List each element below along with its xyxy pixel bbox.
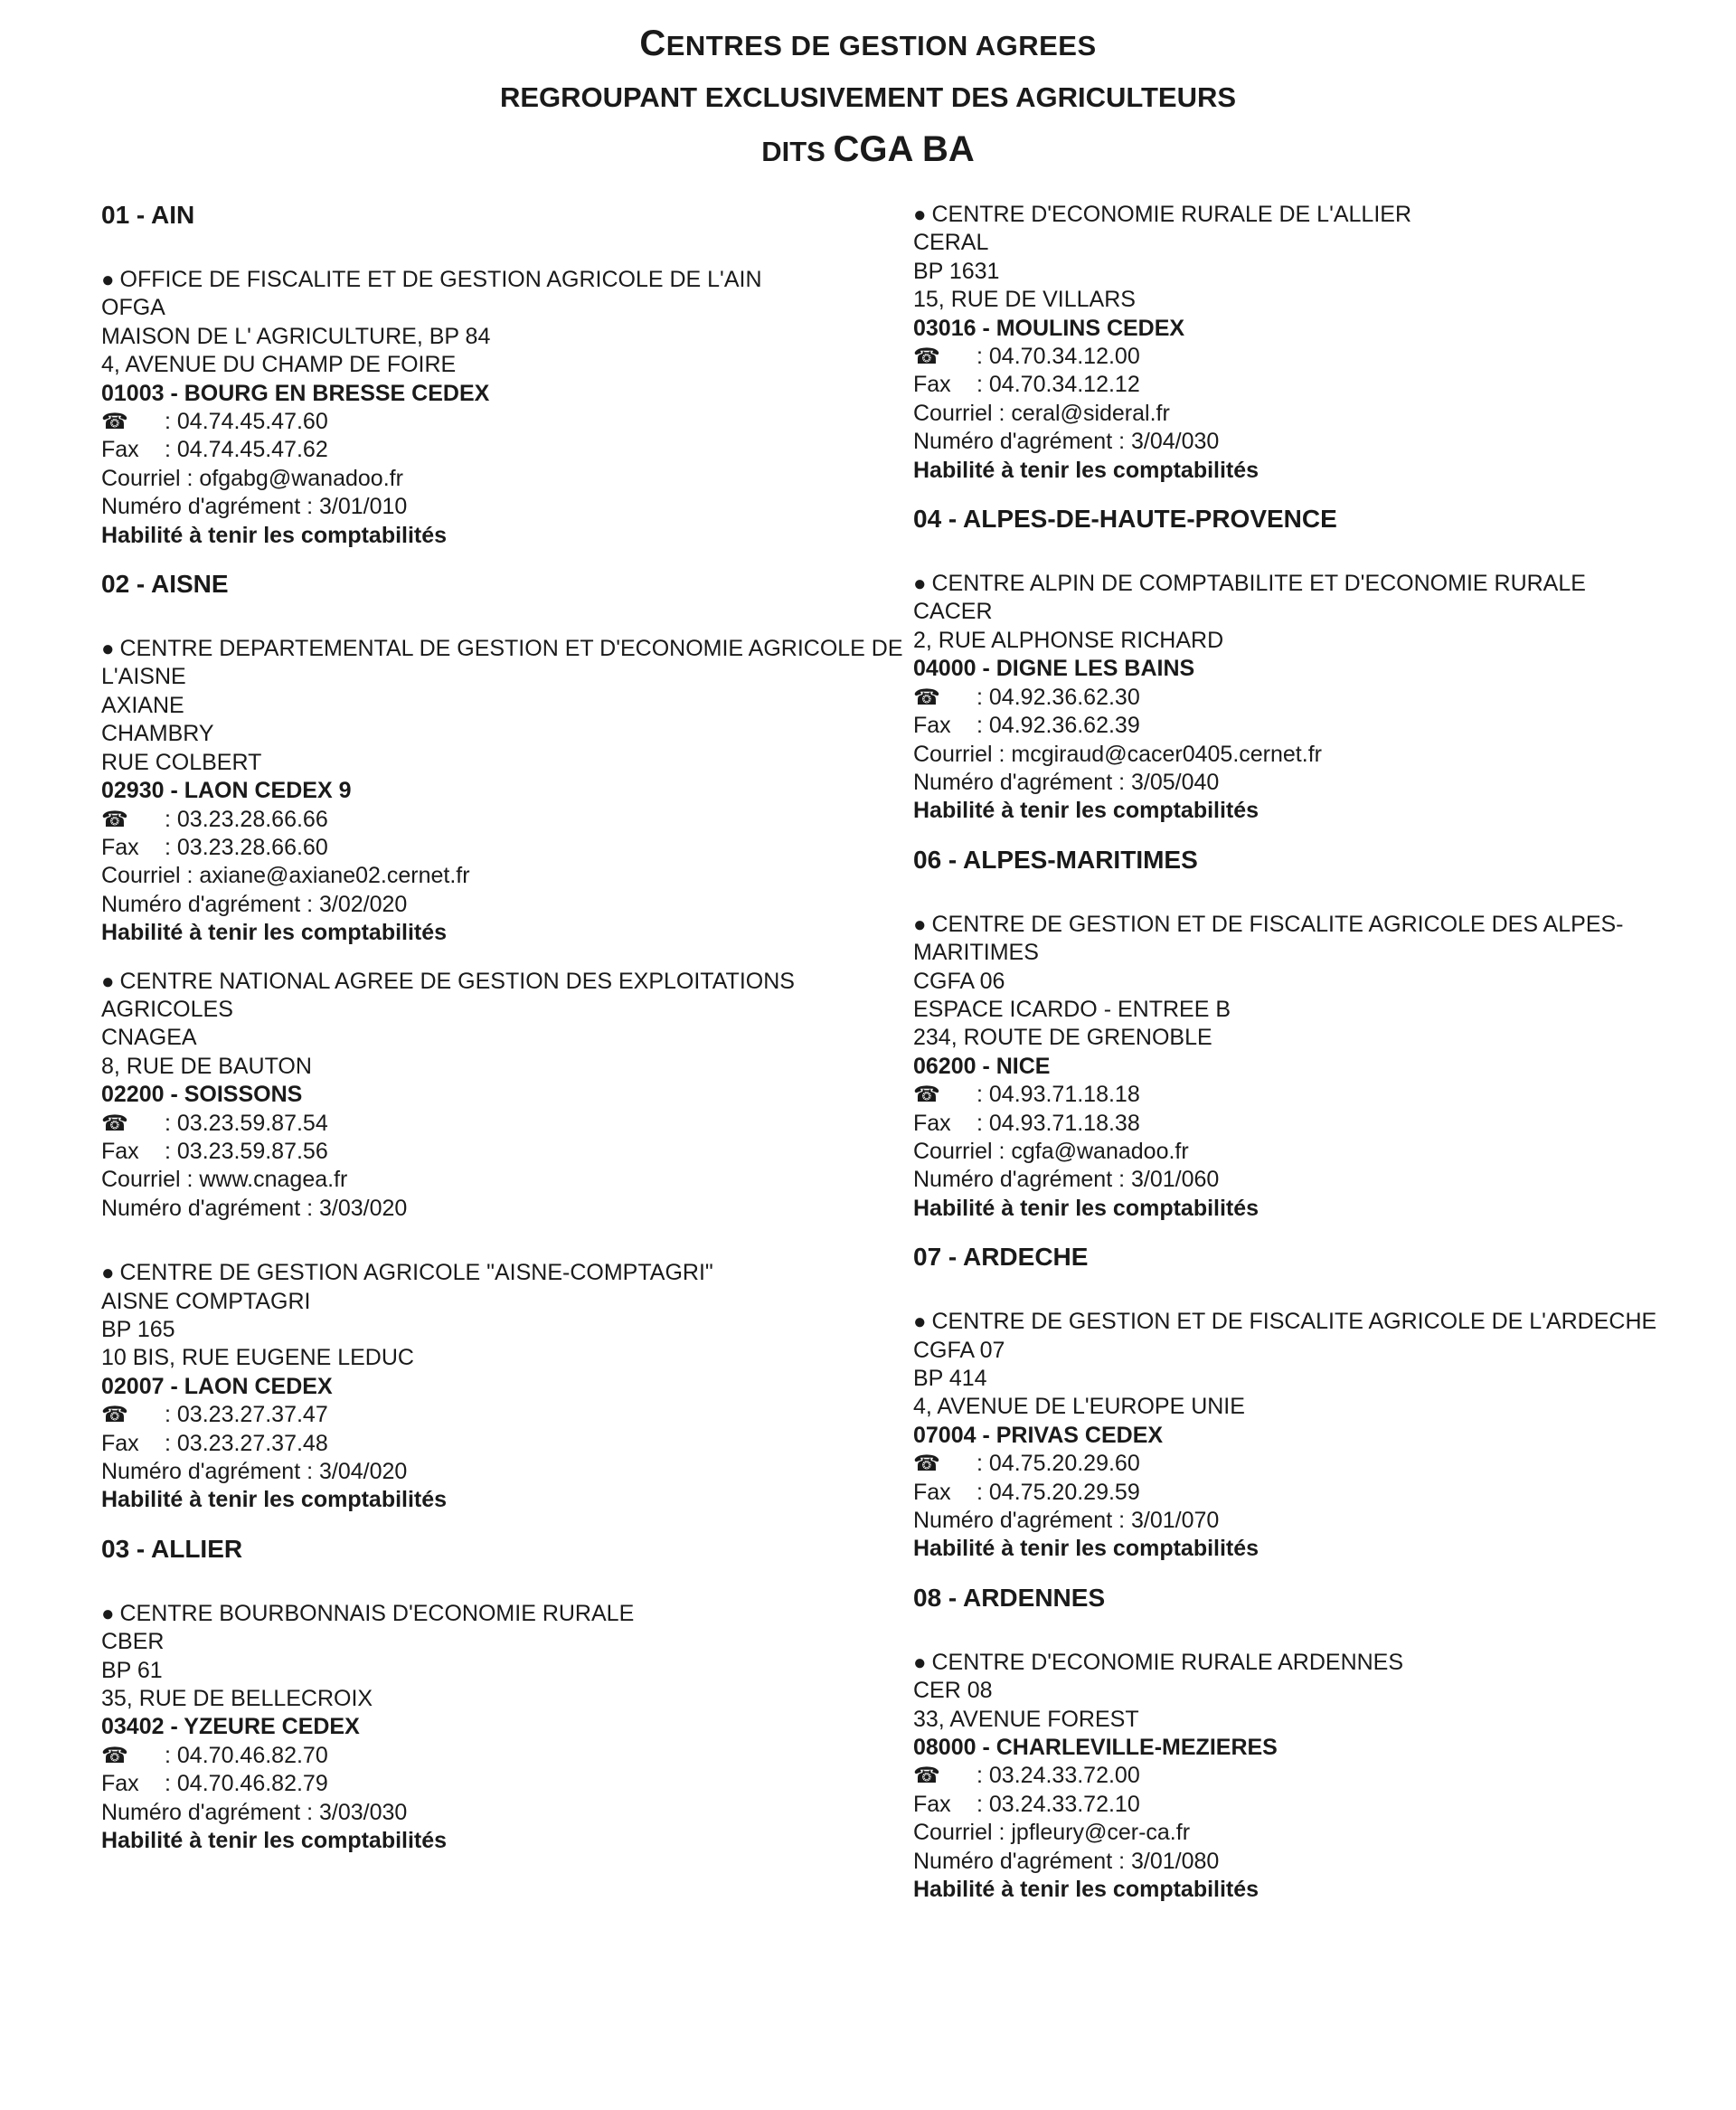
centre-name bbox=[101, 1259, 915, 1287]
department-heading: 04 - ALPES-DE-HAUTE-PROVENCE bbox=[913, 505, 1337, 534]
agrement-line bbox=[101, 891, 915, 919]
email-label: Courriel : bbox=[913, 741, 1005, 767]
phone-number: 03.24.33.72.00 bbox=[988, 1763, 1140, 1789]
address-line: BP 1631 bbox=[913, 258, 1000, 284]
phone-line bbox=[913, 343, 1709, 371]
email-address: www.cnagea.fr bbox=[199, 1167, 348, 1193]
centre-name bbox=[913, 1308, 1709, 1336]
address-line: 4, AVENUE DU CHAMP DE FOIRE bbox=[101, 352, 457, 378]
phone-line bbox=[913, 1450, 1709, 1478]
centre-name bbox=[913, 570, 1709, 598]
bullet-icon: ● bbox=[101, 268, 115, 292]
phone-separator: : bbox=[976, 1451, 983, 1477]
fax-label: Fax bbox=[101, 1771, 139, 1797]
address-line: CGFA 06 bbox=[913, 968, 1005, 994]
fax-line bbox=[101, 1138, 915, 1166]
phone-icon: ☎ bbox=[101, 1111, 128, 1136]
fax-label: Fax bbox=[913, 372, 951, 398]
subtitle-big: CGA BA bbox=[833, 129, 975, 169]
centre-name bbox=[101, 266, 915, 294]
address-line: CACER bbox=[913, 599, 993, 625]
department-heading: 07 - ARDECHE bbox=[913, 1243, 1089, 1272]
phone-number: 04.70.34.12.00 bbox=[988, 344, 1140, 370]
agrement-number: 3/04/020 bbox=[319, 1459, 408, 1485]
agrement-number: 3/05/040 bbox=[1131, 769, 1220, 795]
postal-city: 04000 - DIGNE LES BAINS bbox=[913, 656, 1195, 682]
habilite-note: Habilité à tenir les comptabilités bbox=[101, 920, 448, 946]
page-subtitle: REGROUPANT EXCLUSIVEMENT DES AGRICULTEURS bbox=[499, 81, 1237, 113]
fax-separator: : bbox=[165, 437, 171, 463]
agrement-number: 3/01/060 bbox=[1131, 1167, 1220, 1193]
email-address: ceral@sideral.fr bbox=[1011, 400, 1170, 426]
centre-entry bbox=[913, 570, 1709, 826]
centre-name-text: CENTRE D'ECONOMIE RURALE DE L'ALLIER bbox=[931, 202, 1411, 227]
title-rest: ENTRES DE GESTION AGREES bbox=[665, 30, 1097, 62]
address-line: OFGA bbox=[101, 295, 165, 321]
agrement-line bbox=[913, 1166, 1709, 1194]
phone-number: 04.75.20.29.60 bbox=[988, 1451, 1140, 1477]
fax-number: 03.23.59.87.56 bbox=[176, 1138, 328, 1164]
department-heading: 03 - ALLIER bbox=[101, 1534, 243, 1563]
habilite-note: Habilité à tenir les comptabilités bbox=[913, 1877, 1260, 1903]
fax-number: 04.70.34.12.12 bbox=[988, 372, 1140, 398]
fax-separator: : bbox=[976, 1110, 983, 1136]
email-label: Courriel : bbox=[913, 1820, 1005, 1846]
bullet-icon: ● bbox=[101, 1261, 115, 1286]
centre-name-text: OFFICE DE FISCALITE ET DE GESTION AGRICOLE DE L'AIN bbox=[119, 267, 762, 292]
phone-line bbox=[101, 1401, 915, 1429]
subtitle-small: DITS bbox=[761, 136, 826, 167]
address-line: AXIANE bbox=[101, 692, 184, 718]
phone-line bbox=[101, 408, 915, 436]
fax-line bbox=[101, 436, 915, 464]
phone-icon: ☎ bbox=[101, 410, 128, 435]
address-line: BP 414 bbox=[913, 1366, 987, 1391]
postal-city: 01003 - BOURG EN BRESSE CEDEX bbox=[101, 380, 490, 406]
centre-name bbox=[913, 1649, 1709, 1677]
email-address: axiane@axiane02.cernet.fr bbox=[199, 863, 470, 889]
address-line: 234, ROUTE DE GRENOBLE bbox=[913, 1025, 1212, 1051]
fax-label: Fax bbox=[101, 1430, 139, 1456]
fax-line bbox=[101, 1770, 915, 1798]
address-line: 4, AVENUE DE L'EUROPE UNIE bbox=[913, 1394, 1245, 1420]
postal-city: 02930 - LAON CEDEX 9 bbox=[101, 778, 352, 804]
fax-label: Fax bbox=[101, 437, 139, 463]
email-label: Courriel : bbox=[101, 1167, 193, 1193]
right-column bbox=[913, 201, 1709, 1925]
fax-line bbox=[913, 1110, 1709, 1138]
habilite-note: Habilité à tenir les comptabilités bbox=[913, 798, 1260, 824]
phone-icon: ☎ bbox=[913, 1083, 940, 1108]
agrement-line bbox=[913, 769, 1709, 797]
phone-number: 03.23.59.87.54 bbox=[176, 1110, 328, 1136]
postal-city: 02200 - SOISSONS bbox=[101, 1082, 303, 1108]
address-line: ESPACE ICARDO - ENTREE B bbox=[913, 996, 1231, 1022]
fax-separator: : bbox=[976, 372, 983, 398]
agrement-label: Numéro d'agrément : bbox=[101, 1459, 314, 1485]
centre-entry bbox=[101, 1600, 915, 1856]
email-address: cgfa@wanadoo.fr bbox=[1011, 1138, 1189, 1164]
centre-entry bbox=[913, 1308, 1709, 1564]
fax-label: Fax bbox=[101, 834, 139, 860]
fax-label: Fax bbox=[913, 1791, 951, 1817]
address-line: CHAMBRY bbox=[101, 721, 214, 747]
address-line: 35, RUE DE BELLECROIX bbox=[101, 1686, 373, 1712]
phone-icon: ☎ bbox=[101, 1743, 128, 1768]
centre-entry bbox=[913, 911, 1709, 1223]
agrement-line bbox=[101, 493, 915, 521]
address-line: CGFA 07 bbox=[913, 1337, 1005, 1363]
fax-number: 04.74.45.47.62 bbox=[176, 437, 328, 463]
address-line: 8, RUE DE BAUTON bbox=[101, 1053, 312, 1079]
centre-name bbox=[913, 911, 1709, 968]
address-line: 33, AVENUE FOREST bbox=[913, 1706, 1139, 1732]
centre-entry bbox=[101, 968, 915, 1224]
centre-entry bbox=[101, 1259, 915, 1515]
agrement-line bbox=[101, 1458, 915, 1486]
fax-separator: : bbox=[165, 834, 171, 860]
agrement-number: 3/01/070 bbox=[1131, 1508, 1220, 1534]
centre-name bbox=[101, 635, 915, 692]
bullet-icon: ● bbox=[913, 912, 927, 937]
page-title bbox=[0, 16, 1736, 73]
email-line bbox=[913, 741, 1709, 769]
agrement-line bbox=[913, 428, 1709, 456]
title-initial: C bbox=[639, 24, 666, 63]
email-label: Courriel : bbox=[913, 400, 1005, 426]
phone-separator: : bbox=[165, 1742, 171, 1768]
fax-line bbox=[913, 1479, 1709, 1507]
agrement-number: 3/04/030 bbox=[1131, 429, 1220, 455]
phone-line bbox=[913, 684, 1709, 712]
address-line: CERAL bbox=[913, 230, 989, 256]
email-line bbox=[101, 1166, 915, 1194]
fax-line bbox=[913, 371, 1709, 399]
phone-separator: : bbox=[165, 1110, 171, 1136]
agrement-label: Numéro d'agrément : bbox=[913, 1508, 1126, 1534]
bullet-icon: ● bbox=[101, 637, 115, 662]
centre-name-text: CENTRE DE GESTION ET DE FISCALITE AGRICOLE DES ALPES-MARITIMES bbox=[913, 911, 1624, 966]
phone-icon: ☎ bbox=[913, 1764, 940, 1789]
agrement-number: 3/03/020 bbox=[319, 1195, 408, 1221]
phone-icon: ☎ bbox=[101, 1403, 128, 1428]
phone-icon: ☎ bbox=[101, 807, 128, 832]
phone-separator: : bbox=[976, 684, 983, 710]
centre-name-text: CENTRE DEPARTEMENTAL DE GESTION ET D'ECONOMIE AGRICOLE DE L'AISNE bbox=[101, 636, 903, 690]
address-line: CBER bbox=[101, 1629, 165, 1655]
postal-city: 02007 - LAON CEDEX bbox=[101, 1373, 333, 1399]
habilite-note: Habilité à tenir les comptabilités bbox=[913, 1195, 1260, 1221]
email-address: ofgabg@wanadoo.fr bbox=[199, 465, 403, 491]
agrement-label: Numéro d'agrément : bbox=[913, 1848, 1126, 1874]
habilite-note: Habilité à tenir les comptabilités bbox=[101, 1828, 448, 1854]
bullet-icon: ● bbox=[913, 1650, 927, 1675]
phone-icon: ☎ bbox=[913, 1452, 940, 1477]
page-subtitle-2 bbox=[0, 122, 1736, 179]
department-heading: 01 - AIN bbox=[101, 201, 195, 229]
fax-number: 04.75.20.29.59 bbox=[988, 1479, 1140, 1505]
email-line bbox=[913, 1819, 1709, 1847]
centre-entry bbox=[913, 1649, 1709, 1905]
agrement-label: Numéro d'agrément : bbox=[101, 494, 314, 520]
address-line: 2, RUE ALPHONSE RICHARD bbox=[913, 627, 1224, 653]
phone-separator: : bbox=[976, 344, 983, 370]
phone-separator: : bbox=[165, 409, 171, 435]
phone-separator: : bbox=[976, 1763, 983, 1789]
phone-separator: : bbox=[976, 1082, 983, 1108]
postal-city: 03016 - MOULINS CEDEX bbox=[913, 315, 1185, 341]
centre-name bbox=[101, 1600, 915, 1628]
fax-label: Fax bbox=[913, 1479, 951, 1505]
fax-number: 03.24.33.72.10 bbox=[988, 1791, 1140, 1817]
agrement-number: 3/02/020 bbox=[319, 891, 408, 917]
bullet-icon: ● bbox=[913, 203, 927, 227]
bullet-icon: ● bbox=[913, 572, 927, 597]
bullet-icon: ● bbox=[913, 1310, 927, 1335]
phone-separator: : bbox=[165, 806, 171, 832]
address-line: CER 08 bbox=[913, 1678, 993, 1704]
agrement-label: Numéro d'agrément : bbox=[913, 429, 1126, 455]
fax-separator: : bbox=[976, 713, 983, 739]
email-label: Courriel : bbox=[101, 465, 193, 491]
postal-city: 07004 - PRIVAS CEDEX bbox=[913, 1422, 1164, 1448]
fax-separator: : bbox=[976, 1791, 983, 1817]
agrement-number: 3/01/080 bbox=[1131, 1848, 1220, 1874]
phone-number: 04.92.36.62.30 bbox=[988, 684, 1140, 710]
agrement-line bbox=[913, 1848, 1709, 1876]
agrement-label: Numéro d'agrément : bbox=[101, 1799, 314, 1825]
email-label: Courriel : bbox=[101, 863, 193, 889]
phone-line bbox=[101, 1110, 915, 1138]
agrement-label: Numéro d'agrément : bbox=[101, 1195, 314, 1221]
centre-name-text: CENTRE DE GESTION AGRICOLE "AISNE-COMPTAGRI" bbox=[119, 1260, 713, 1286]
address-line: BP 61 bbox=[101, 1657, 163, 1683]
centre-name-text: CENTRE BOURBONNAIS D'ECONOMIE RURALE bbox=[119, 1600, 635, 1626]
phone-number: 04.74.45.47.60 bbox=[176, 409, 328, 435]
postal-city: 06200 - NICE bbox=[913, 1053, 1051, 1079]
agrement-label: Numéro d'agrément : bbox=[913, 1167, 1126, 1193]
postal-city: 08000 - CHARLEVILLE-MEZIERES bbox=[913, 1735, 1278, 1761]
habilite-note: Habilité à tenir les comptabilités bbox=[101, 522, 448, 548]
habilite-note: Habilité à tenir les comptabilités bbox=[913, 457, 1260, 483]
email-line bbox=[913, 1138, 1709, 1166]
bullet-icon: ● bbox=[101, 969, 115, 994]
centre-entry bbox=[913, 201, 1709, 485]
document-header bbox=[0, 16, 1736, 179]
habilite-note: Habilité à tenir les comptabilités bbox=[101, 1487, 448, 1513]
email-address: jpfleury@cer-ca.fr bbox=[1011, 1820, 1191, 1846]
agrement-label: Numéro d'agrément : bbox=[101, 891, 314, 917]
fax-separator: : bbox=[976, 1479, 983, 1505]
fax-separator: : bbox=[165, 1138, 171, 1164]
habilite-note: Habilité à tenir les comptabilités bbox=[913, 1536, 1260, 1562]
centre-entry bbox=[101, 266, 915, 550]
phone-separator: : bbox=[165, 1402, 171, 1428]
agrement-line bbox=[101, 1799, 915, 1827]
agrement-line bbox=[101, 1195, 915, 1223]
phone-line bbox=[913, 1081, 1709, 1109]
email-address: mcgiraud@cacer0405.cernet.fr bbox=[1011, 741, 1322, 767]
phone-line bbox=[101, 1742, 915, 1770]
email-line bbox=[101, 862, 915, 890]
fax-separator: : bbox=[165, 1430, 171, 1456]
centre-entry bbox=[101, 635, 915, 947]
department-heading: 06 - ALPES-MARITIMES bbox=[913, 845, 1198, 874]
fax-line bbox=[913, 712, 1709, 740]
phone-number: 04.93.71.18.18 bbox=[988, 1082, 1140, 1108]
agrement-number: 3/03/030 bbox=[319, 1799, 408, 1825]
fax-number: 04.92.36.62.39 bbox=[988, 713, 1140, 739]
agrement-number: 3/01/010 bbox=[319, 494, 408, 520]
address-line: RUE COLBERT bbox=[101, 749, 262, 775]
phone-number: 03.23.27.37.47 bbox=[176, 1402, 328, 1428]
email-label: Courriel : bbox=[913, 1138, 1005, 1164]
fax-line bbox=[101, 834, 915, 862]
centre-name bbox=[101, 968, 915, 1025]
agrement-line bbox=[913, 1507, 1709, 1535]
address-line: CNAGEA bbox=[101, 1025, 197, 1051]
fax-number: 03.23.28.66.60 bbox=[176, 834, 328, 860]
phone-icon: ☎ bbox=[913, 685, 940, 710]
agrement-label: Numéro d'agrément : bbox=[913, 769, 1126, 795]
postal-city: 03402 - YZEURE CEDEX bbox=[101, 1714, 360, 1740]
centre-name-text: CENTRE NATIONAL AGREE DE GESTION DES EXPLOITATIONS AGRICOLES bbox=[101, 968, 795, 1022]
fax-line bbox=[101, 1430, 915, 1458]
email-line bbox=[101, 465, 915, 493]
bullet-icon: ● bbox=[101, 1601, 115, 1626]
fax-number: 04.93.71.18.38 bbox=[988, 1110, 1140, 1136]
fax-number: 03.23.27.37.48 bbox=[176, 1430, 328, 1456]
department-heading: 02 - AISNE bbox=[101, 570, 229, 599]
address-line: BP 165 bbox=[101, 1317, 175, 1342]
fax-label: Fax bbox=[913, 1110, 951, 1136]
department-heading: 08 - ARDENNES bbox=[913, 1583, 1106, 1612]
centre-name-text: CENTRE ALPIN DE COMPTABILITE ET D'ECONOMIE RURALE bbox=[931, 571, 1586, 597]
fax-separator: : bbox=[165, 1771, 171, 1797]
centre-name bbox=[913, 201, 1709, 229]
address-line: 10 BIS, RUE EUGENE LEDUC bbox=[101, 1345, 414, 1371]
phone-number: 04.70.46.82.70 bbox=[176, 1742, 328, 1768]
fax-number: 04.70.46.82.79 bbox=[176, 1771, 328, 1797]
phone-number: 03.23.28.66.66 bbox=[176, 806, 328, 832]
fax-label: Fax bbox=[913, 713, 951, 739]
email-line bbox=[913, 400, 1709, 428]
left-column bbox=[101, 201, 915, 1876]
phone-line bbox=[101, 806, 915, 834]
address-line: 15, RUE DE VILLARS bbox=[913, 287, 1136, 313]
address-line: MAISON DE L' AGRICULTURE, BP 84 bbox=[101, 323, 491, 349]
centre-name-text: CENTRE DE GESTION ET DE FISCALITE AGRICOLE DE L'ARDECHE bbox=[931, 1309, 1657, 1335]
centre-name-text: CENTRE D'ECONOMIE RURALE ARDENNES bbox=[931, 1649, 1404, 1675]
phone-line bbox=[913, 1762, 1709, 1790]
fax-label: Fax bbox=[101, 1138, 139, 1164]
fax-line bbox=[913, 1791, 1709, 1819]
phone-icon: ☎ bbox=[913, 345, 940, 370]
address-line: AISNE COMPTAGRI bbox=[101, 1288, 311, 1314]
